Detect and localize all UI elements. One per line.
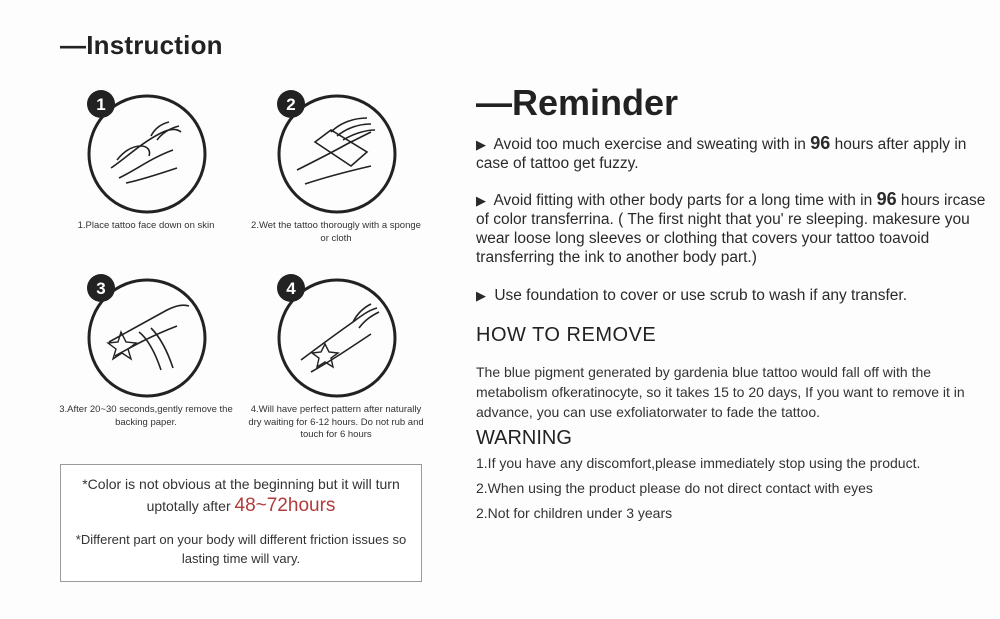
color-note-box [60, 464, 422, 582]
reminder-item-2-num: 96 [876, 189, 897, 209]
reminder-item-1-post: hours after apply in case of tattoo get fuzzy. [476, 136, 967, 172]
star-icon [108, 332, 136, 359]
step-4-caption: 4.Will have perfect pattern after naturally dry waiting for 6-12 hours. Do not rub and touch for 6 hours [248, 404, 424, 440]
note-line-1 [61, 474, 421, 517]
step-1-number: 1 [96, 95, 106, 114]
step-3-caption: 3.After 20~30 seconds,gently remove the backing paper. [59, 404, 233, 428]
warning-item-1: 1.If you have any discomfort,please immediately stop using the product. [476, 455, 921, 471]
triangle-right-icon: ▶ [476, 137, 486, 152]
peel-step-3-illustration [81, 272, 211, 398]
reminder-title: —Reminder [476, 82, 679, 123]
step-3 [56, 272, 236, 429]
warning-title: WARNING [476, 427, 572, 449]
how-to-remove-body: The blue pigment generated by gardenia blue tattoo would fall off with the metabolism ofkeratinocyte, so it takes 15 to 20 days, If you want to remove it in advance, you can use exfoliatorwater to fade the tattoo. [476, 364, 965, 420]
step-3-number: 3 [96, 279, 106, 298]
triangle-right-icon: ▶ [476, 193, 486, 208]
hands-step-1-illustration [81, 88, 211, 214]
step-4 [246, 272, 426, 442]
step-2-caption: 2.Wet the tattoo thorougly with a sponge or cloth [251, 220, 421, 244]
note-highlight-hours: 48~72hours [234, 495, 336, 516]
step-1 [56, 88, 236, 233]
reminder-item-3 [476, 286, 986, 305]
reminder-item-2-post: hours ircase of color transferrina. ( The first night that you' re sleeping. makesure you wear loose long sleeves or clothing that covers your tattoo toavoid transferring the ink to another body part.) [476, 192, 986, 266]
note-line-2: *Different part on your body will different friction issues so lasting time will vary. [75, 532, 407, 566]
step-2 [246, 88, 426, 245]
reminder-item-2-pre: Avoid fitting with other body parts for a long time with in [493, 192, 873, 209]
step-4-number: 4 [286, 279, 296, 298]
reminder-item-1 [476, 134, 986, 173]
note-line-1-text: *Color is not obvious at the beginning but it will turn uptotally after [82, 476, 400, 514]
reminder-item-2 [476, 190, 986, 267]
instruction-title: —Instruction [60, 30, 223, 60]
warning-item-2: 2.When using the product please do not direct contact with eyes [476, 480, 873, 496]
done-step-4-illustration [271, 272, 401, 398]
step-1-caption: 1.Place tattoo face down on skin [77, 220, 215, 231]
reminder-item-3-text: Use foundation to cover or use scrub to wash if any transfer. [494, 287, 907, 304]
reminder-item-1-num: 96 [810, 133, 831, 153]
how-to-remove-title: HOW TO REMOVE [476, 324, 657, 346]
triangle-right-icon: ▶ [476, 288, 486, 303]
warning-item-3: 2.Not for children under 3 years [476, 505, 673, 521]
sponge-step-2-illustration [271, 88, 401, 214]
reminder-item-1-pre: Avoid too much exercise and sweating with in [493, 136, 806, 153]
step-2-number: 2 [286, 95, 296, 114]
